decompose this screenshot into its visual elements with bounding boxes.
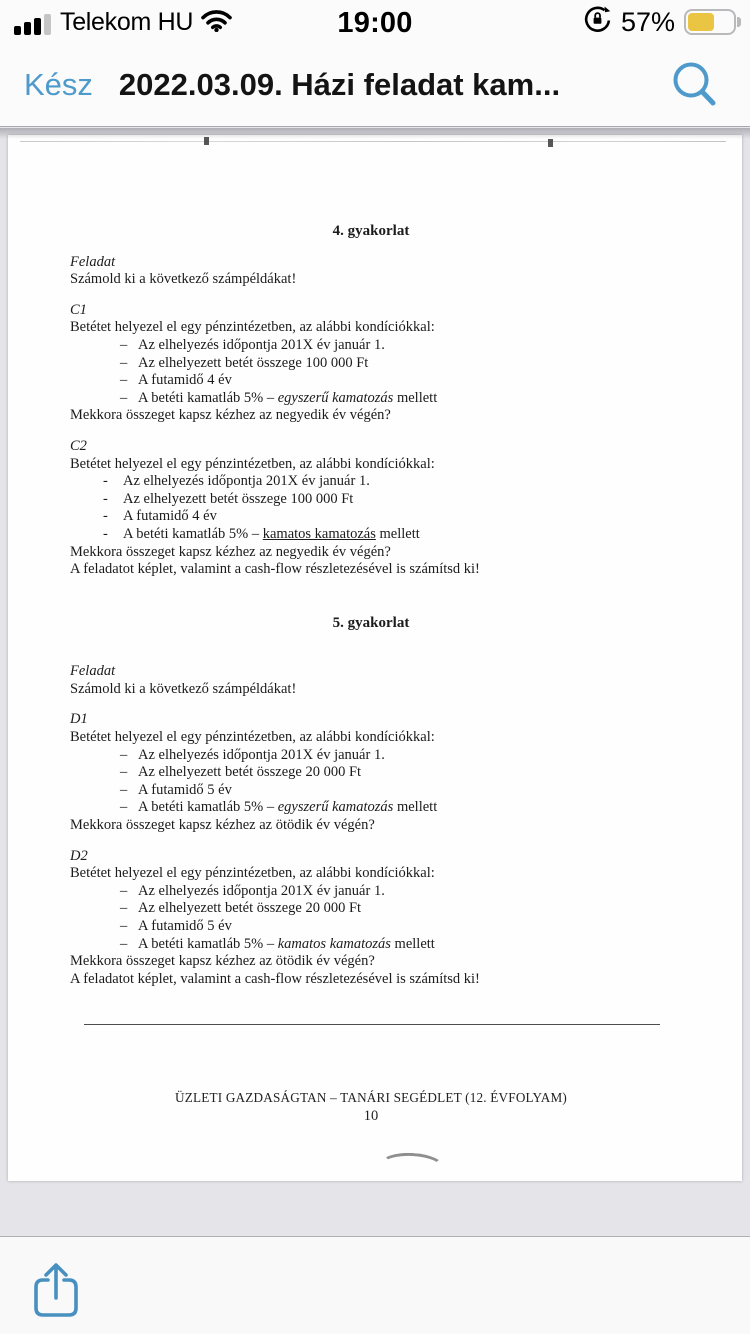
section-4 xyxy=(70,223,672,579)
bullet-dash: – xyxy=(120,935,128,952)
bullet-dash: – xyxy=(120,354,128,371)
bullet-text: Az elhelyezett betét összege 20 000 Ft xyxy=(138,900,362,917)
bullet-item xyxy=(120,883,672,901)
task-label: Feladat xyxy=(70,663,116,680)
bullet-item xyxy=(120,372,672,390)
bullet-text: A futamidő 5 év xyxy=(138,918,232,934)
bullet-text: Az elhelyezett betét összege 100 000 Ft xyxy=(138,354,369,371)
bullet-item xyxy=(120,747,672,765)
bullet-item xyxy=(103,473,672,491)
bullet-list xyxy=(103,473,672,543)
page-number: 10 xyxy=(363,1107,379,1124)
bullet-text: Az elhelyezés időpontja 201X év január 1. xyxy=(138,746,385,763)
bottom-toolbar xyxy=(0,1236,750,1334)
document-title: 2022.03.09. Házi feladat kam... xyxy=(118,67,561,102)
bullet-item xyxy=(120,355,672,373)
problem-id: C1 xyxy=(70,301,87,318)
bullet-dash: – xyxy=(120,746,128,763)
share-icon xyxy=(30,1261,82,1321)
bullet-text: A betéti kamatláb 5% – kamatos kamatozás mellett xyxy=(123,525,420,542)
bullet-text: A futamidő 4 év xyxy=(138,372,232,389)
bullet-text: Az elhelyezés időpontja 201X év január 1. xyxy=(138,882,385,899)
bullet-list xyxy=(120,337,672,407)
document-footer: ÜZLETI GAZDASÁGTAN – TANÁRI SEGÉDLET (12. ÉVFOLYAM) xyxy=(175,1090,567,1106)
bullet-text: A futamidő 4 év xyxy=(123,508,217,525)
bullet-item xyxy=(120,782,672,800)
bullet-text: A betéti kamatláb 5% – kamatos kamatozás mellett xyxy=(138,935,435,952)
battery-icon xyxy=(684,9,736,35)
search-button[interactable] xyxy=(668,57,720,113)
done-button[interactable]: Kész xyxy=(24,67,93,102)
cell-signal-icon xyxy=(14,14,51,35)
wifi-icon xyxy=(201,9,232,37)
bullet-dash: - xyxy=(103,490,108,507)
problem-question: Mekkora összeget kapsz kézhez az ötödik év végén? xyxy=(70,817,375,834)
task-text: Számold ki a következő számpéldákat! xyxy=(70,680,297,697)
bullet-dash: – xyxy=(120,336,128,353)
bullet-item xyxy=(120,900,672,918)
problem-intro: Betétet helyezel el egy pénzintézetben, az alábbi kondíciókkal: xyxy=(70,319,435,336)
bullet-item xyxy=(103,508,672,526)
problem-d1 xyxy=(70,711,672,834)
bullet-item xyxy=(120,918,672,936)
task-label: Feladat xyxy=(70,253,116,270)
bullet-text: Az elhelyezés időpontja 201X év január 1. xyxy=(138,336,385,353)
battery-percent: 57% xyxy=(620,6,675,37)
scan-artifact-mark xyxy=(204,137,209,145)
scanned-page xyxy=(8,135,742,1181)
navigation-bar xyxy=(0,44,750,126)
scan-artifact-mark xyxy=(548,139,553,147)
problem-id: C2 xyxy=(70,437,87,454)
problem-c2 xyxy=(70,438,672,579)
bullet-item xyxy=(120,799,672,817)
bullet-dash: - xyxy=(103,525,108,542)
footer-divider xyxy=(84,1024,660,1025)
problem-id: D1 xyxy=(70,711,88,728)
bullet-dash: – xyxy=(120,764,128,781)
problem-question: Mekkora összeget kapsz kézhez az negyedik év végén? xyxy=(70,407,391,424)
bullet-item xyxy=(103,526,672,544)
bullet-item xyxy=(120,337,672,355)
problem-question: Mekkora összeget kapsz kézhez az ötödik év végén? xyxy=(70,953,375,970)
bullet-item xyxy=(103,491,672,509)
scan-artifact-curve xyxy=(379,1151,444,1180)
problem-c1 xyxy=(70,302,672,425)
problem-question: A feladatot képlet, valamint a cash-flow részletezésével is számítsd ki! xyxy=(70,561,480,578)
document-scroll-area[interactable] xyxy=(0,128,750,1236)
problem-d2 xyxy=(70,848,672,989)
battery-fill xyxy=(688,13,714,31)
bullet-item xyxy=(120,390,672,408)
bullet-dash: – xyxy=(120,900,128,917)
bullet-text: A betéti kamatláb 5% – egyszerű kamatozás mellett xyxy=(138,799,438,816)
scan-artifact-line xyxy=(20,141,726,142)
bullet-text: Az elhelyezett betét összege 100 000 Ft xyxy=(123,490,354,507)
top-chrome xyxy=(0,0,750,127)
bullet-dash: - xyxy=(103,473,108,490)
bullet-dash: – xyxy=(120,781,128,798)
bullet-dash: - xyxy=(103,508,108,525)
rotation-lock-icon xyxy=(583,5,612,39)
problem-intro: Betétet helyezel el egy pénzintézetben, az alábbi kondíciókkal: xyxy=(70,865,435,882)
share-button[interactable] xyxy=(30,1261,82,1321)
bullet-text: A futamidő 5 év xyxy=(138,781,232,798)
problem-question: Mekkora összeget kapsz kézhez az negyedik év végén? xyxy=(70,543,391,560)
status-bar-right xyxy=(583,5,736,39)
bullet-item xyxy=(120,936,672,954)
bullet-text: A betéti kamatláb 5% – egyszerű kamatozás mellett xyxy=(138,389,438,406)
problem-question: A feladatot képlet, valamint a cash-flow részletezésével is számítsd ki! xyxy=(70,970,480,987)
section-heading: 5. gyakorlat xyxy=(332,614,410,631)
bullet-list xyxy=(120,747,672,817)
bullet-dash: – xyxy=(120,389,128,406)
bullet-dash: – xyxy=(120,918,128,934)
section-5 xyxy=(70,615,672,989)
bullet-text: Az elhelyezett betét összege 20 000 Ft xyxy=(138,764,362,781)
bullet-dash: – xyxy=(120,799,128,816)
problem-intro: Betétet helyezel el egy pénzintézetben, az alábbi kondíciókkal: xyxy=(70,729,435,746)
bullet-item xyxy=(120,764,672,782)
carrier-label: Telekom HU xyxy=(60,7,194,36)
problem-intro: Betétet helyezel el egy pénzintézetben, az alábbi kondíciókkal: xyxy=(70,455,435,472)
bullet-dash: – xyxy=(120,372,128,389)
bullet-list xyxy=(120,883,672,953)
problem-id: D2 xyxy=(70,847,88,864)
document-body xyxy=(8,135,742,1126)
status-bar xyxy=(0,0,750,44)
task-text: Számold ki a következő számpéldákat! xyxy=(70,271,297,288)
bullet-text: Az elhelyezés időpontja 201X év január 1. xyxy=(123,473,370,490)
section-heading: 4. gyakorlat xyxy=(332,223,410,239)
clock: 19:00 xyxy=(337,7,413,39)
bullet-dash: – xyxy=(120,882,128,899)
